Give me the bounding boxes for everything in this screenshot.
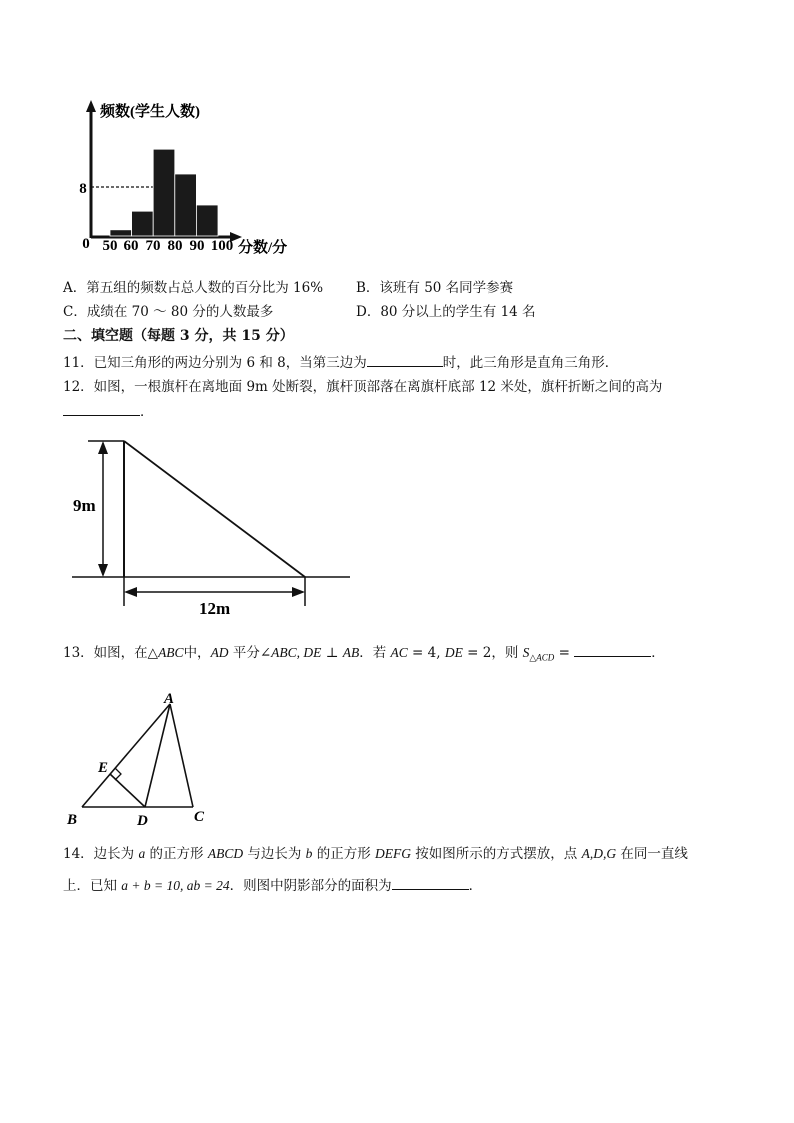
q13-answer-blank[interactable]	[574, 644, 651, 657]
q14-p5: 按如图所示的方式摆放，点	[411, 846, 582, 862]
label-d: D	[137, 813, 148, 828]
q13-end: ．	[651, 645, 665, 661]
q13-s: S	[522, 645, 530, 660]
xtick-100: 100	[210, 238, 234, 254]
q14-adg: A,D,G	[581, 846, 617, 861]
option-c: C．成绩在 70 ～ 80 分的人数最多	[63, 304, 274, 320]
question-14-line1	[63, 845, 688, 863]
q14-abcd: ABCD	[207, 846, 244, 861]
ytick-8: 8	[79, 181, 87, 197]
q14-p4: 的正方形	[312, 846, 376, 862]
q11-text: 11．已知三角形的两边分别为 6 和 8，当第三边为	[63, 355, 367, 371]
histogram-bar-90-100	[196, 205, 218, 236]
q14-p3: 与边长为	[243, 846, 306, 862]
question-12-answer	[63, 403, 154, 421]
xtick-70: 70	[145, 238, 161, 254]
q14-cond: a + b = 10, ab = 24	[121, 878, 230, 893]
q14-l2b: ．则图中阴影部分的面积为	[229, 878, 392, 894]
q14-l2a: 上．已知	[63, 878, 122, 894]
option-b: B．该班有 50 名同学参赛	[356, 280, 514, 296]
question-13	[63, 644, 665, 667]
q13-prefix: 13．如图，在△	[63, 645, 159, 661]
q13-t5: = 2，则	[462, 645, 523, 661]
histogram-bar-60-70	[132, 211, 154, 236]
q13-triangle: ABC	[158, 645, 184, 660]
xtick-50: 50	[102, 238, 118, 254]
q12-end: ．	[140, 404, 154, 420]
label-b: B	[67, 812, 78, 828]
q13-ab: AB	[342, 645, 360, 660]
q14-b: b	[305, 846, 313, 861]
label-c: C	[194, 809, 205, 825]
height-arrow-up	[98, 441, 108, 454]
q13-abc-de: ABC, DE	[271, 645, 322, 660]
flagpole-figure	[66, 432, 356, 622]
histogram-figure	[74, 96, 304, 262]
xtick-60: 60	[123, 238, 139, 254]
xtick-80: 80	[167, 238, 183, 254]
q11-answer-blank[interactable]	[367, 354, 443, 367]
q13-t3: ．若	[359, 645, 391, 661]
q13-mid: 中，	[183, 645, 211, 661]
q14-p1: 14．边长为	[63, 846, 139, 862]
histogram-bar-80-90	[175, 174, 197, 236]
x-axis-label: 分数/分	[238, 240, 288, 256]
question-12: 12．如图，一根旗杆在离地面 9m 处断裂，旗杆顶部落在离旗杆底部 12 米处，旗杆折断之间的高为	[63, 379, 663, 395]
height-arrow-down	[98, 564, 108, 577]
q13-eq: =	[554, 645, 575, 661]
side-ac	[170, 704, 193, 807]
question-14-line2	[63, 877, 482, 895]
base-arrow-right	[292, 587, 305, 597]
q12-answer-blank[interactable]	[63, 403, 140, 416]
q13-ad: AD	[210, 645, 229, 660]
histogram-bar-50-60	[110, 230, 132, 236]
xtick-90: 90	[189, 238, 205, 254]
option-d: D．80 分以上的学生有 14 名	[356, 304, 536, 320]
broken-top	[124, 441, 305, 577]
option-a: A．第五组的频数占总人数的百分比为 16%	[63, 280, 324, 296]
q14-defg: DEFG	[375, 846, 412, 861]
y-axis-label: 频数(学生人数)	[100, 104, 200, 120]
q13-ac: AC	[390, 645, 408, 660]
base-arrow-left	[124, 587, 137, 597]
q13-t2: ⊥	[321, 645, 343, 661]
q14-p6: 在同一直线	[616, 846, 688, 862]
q14-end: ．	[468, 878, 483, 894]
question-11	[63, 354, 618, 372]
label-e: E	[98, 760, 109, 776]
y-axis-arrow	[86, 100, 96, 112]
height-label: 9m	[73, 496, 96, 515]
right-angle-mark	[115, 768, 121, 780]
histogram-bar-70-80	[153, 149, 175, 236]
label-a: A	[164, 691, 175, 707]
q11-text-end: 时，此三角形是直角三角形．	[442, 355, 619, 371]
triangle-figure	[62, 688, 222, 828]
q14-a: a	[138, 846, 146, 861]
q14-p2: 的正方形	[145, 846, 208, 862]
origin-label: 0	[82, 236, 90, 252]
q14-answer-blank[interactable]	[392, 877, 469, 890]
q13-de: DE	[444, 645, 463, 660]
q13-t4: = 4,	[407, 645, 445, 661]
q13-sub: △ACD	[529, 652, 555, 663]
base-label: 12m	[199, 599, 231, 618]
q13-t1: 平分∠	[228, 645, 272, 661]
section-heading: 二、填空题（每题 3 分，共 15 分）	[63, 328, 294, 344]
